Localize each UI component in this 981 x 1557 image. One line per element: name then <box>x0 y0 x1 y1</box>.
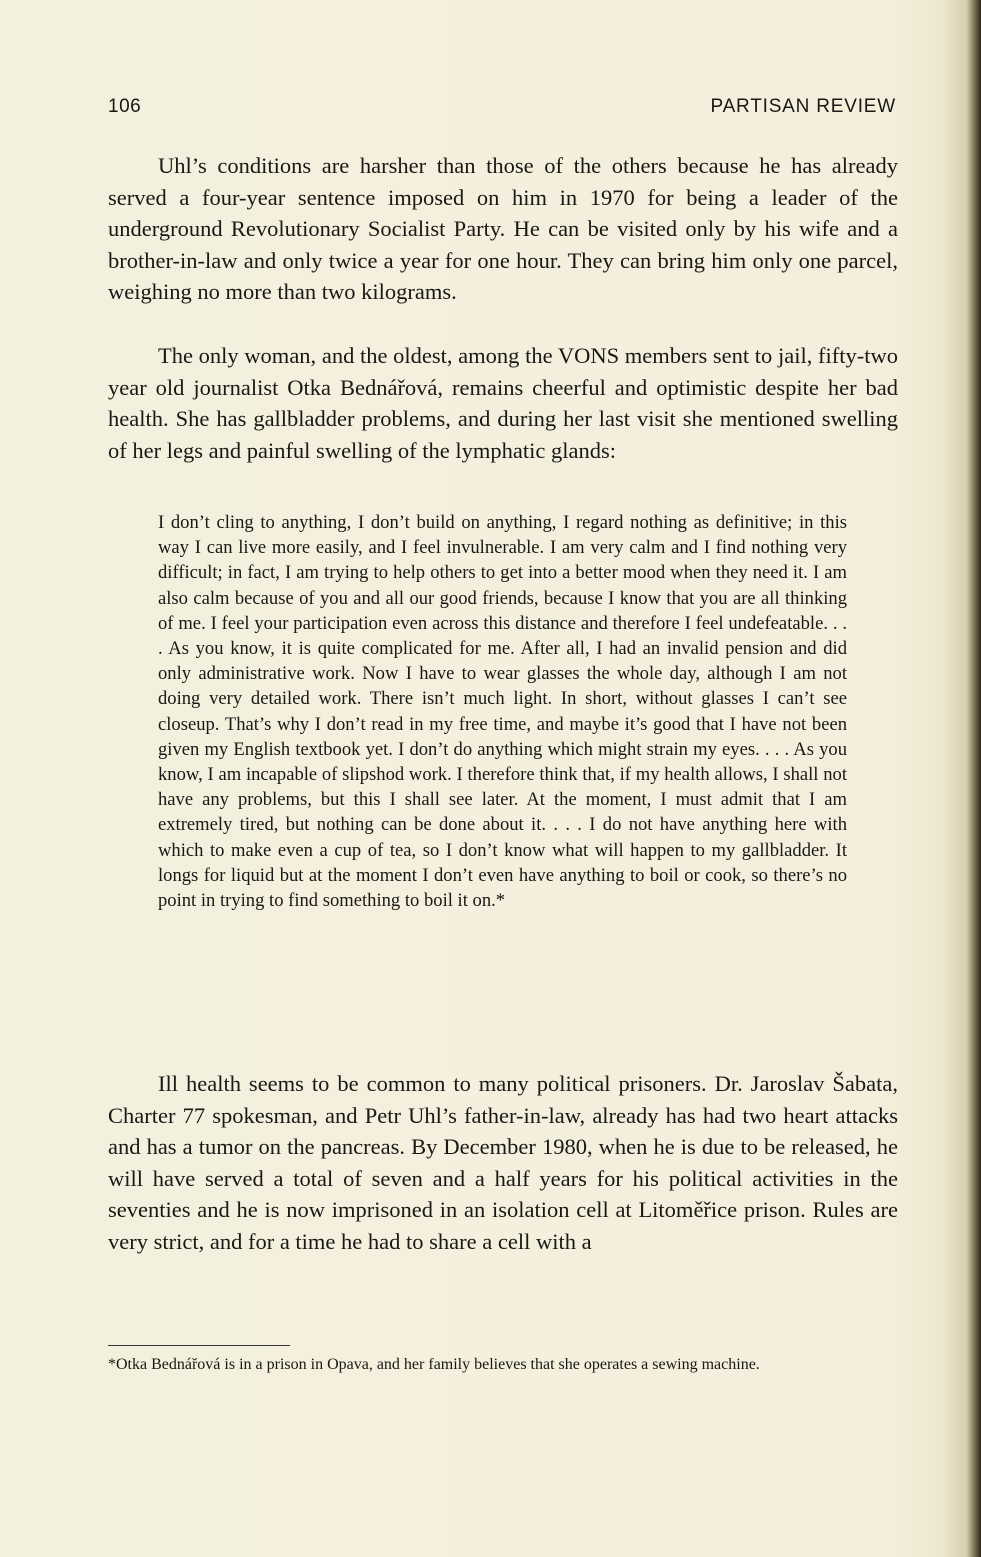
paragraph-bednarova: The only woman, and the oldest, among the VONS members sent to jail, fifty-two year old journalist Otka Bednářová, remains cheerful and optimistic despite her bad health. She has gallbladder problems, and during her last visit she mentioned swelling of her legs and painful swelling of the lymphatic glands: <box>108 343 898 463</box>
footnote: *Otka Bednářová is in a prison in Opava, and her family believes that she operates a sewing machine. <box>108 1356 760 1373</box>
journal-title: PARTISAN REVIEW <box>710 96 896 117</box>
page-number: 106 <box>108 96 142 117</box>
footnote-divider <box>108 1345 290 1346</box>
paragraph-uhl-conditions: Uhl’s conditions are harsher than those of the others because he has already served a four-year sentence imposed on him in 1970 for being a leader of the underground Revolutionary Socialist Party. He can be visited only by his wife and a brother-in-law and only twice a year for one hour. They can bring him only one parcel, weighing no more than two kilograms. <box>108 153 898 304</box>
paragraph-sabata: Ill health seems to be common to many political prisoners. Dr. Jaroslav Šabata, Charter 77 spokesman, and Petr Uhl’s father-in-law, already has had two heart attacks and has a tumor on the pancreas. By December 1980, when he is due to be released, he will have served a total of seven and a half years for his political activities in the seventies and he is now imprisoned in an isolation cell at Litoměřice prison. Rules are very strict, and for a time he had to share a cell with a <box>108 1071 898 1254</box>
running-header <box>108 96 896 126</box>
block-quote-letter: I don’t cling to anything, I don’t build on anything, I regard nothing as definitive; in this way I can live more easily, and I feel invulnerable. I am very calm and I find nothing very difficult; in fact, I am trying to help others to get into a better mood when they need it. I am also calm because of you and all our good friends, because I know that you are all thinking of me. I feel your participation even across this distance and therefore I feel undefeatable. . . . As you know, it is quite complicated for me. After all, I had an invalid pension and did only administrative work. Now I have to wear glasses the whole day, although I am not doing very detailed work. There isn’t much light. In short, without glasses I can’t see closeup. That’s why I don’t read in my free time, and maybe it’s good that I have not been given my English textbook yet. I don’t do anything which might strain my eyes. . . . As you know, I am incapable of slipshod work. I therefore think that, if my health allows, I shall not have any problems, but this I shall see later. At the moment, I must admit that I am extremely tired, but nothing can be done about it. . . . I do not have anything here with which to make even a cup of tea, so I don’t know what will happen to my gallbladder. It longs for liquid but at the moment I don’t even have anything to boil or cook, so there’s no point in trying to find something to boil it on.* <box>158 512 847 912</box>
